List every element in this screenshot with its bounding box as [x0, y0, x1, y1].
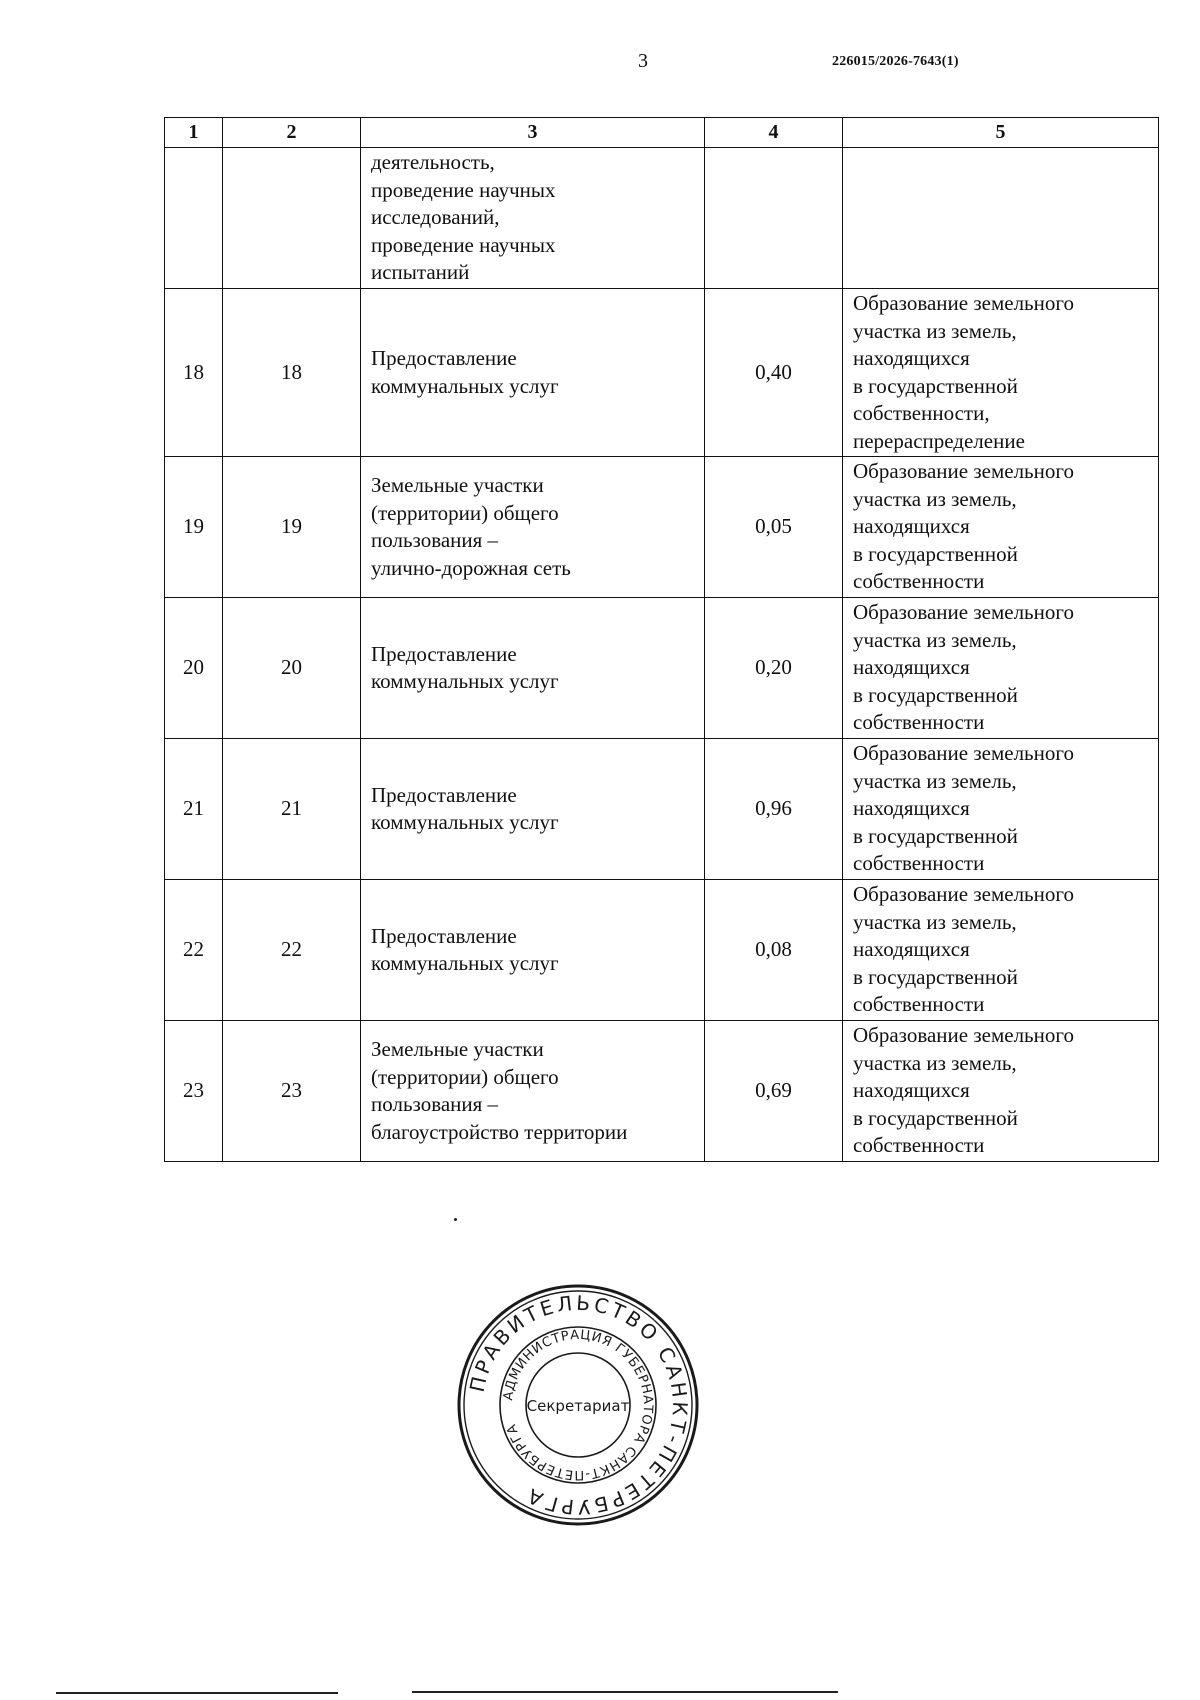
footer-rule-right	[412, 1691, 838, 1693]
page-number: 3	[638, 50, 648, 72]
cell-permitted-use	[361, 289, 705, 457]
cell-permitted-use	[361, 1021, 705, 1162]
cell-area: 0,20	[705, 598, 843, 739]
column-header-4: 4	[705, 118, 843, 148]
column-header-5: 5	[843, 118, 1159, 148]
permitted-use-text: Земельные участки (территории) общего пользования – благоустройство территории	[371, 1037, 628, 1144]
seal-inner-text: АДМИНИСТРАЦИЯ ГУБЕРНАТОРА САНКТ-ПЕТЕРБУРГА	[501, 1327, 656, 1483]
seal-graphic	[455, 1282, 701, 1528]
table-row	[165, 739, 1159, 880]
column-header-3: 3	[361, 118, 705, 148]
cell-note	[843, 457, 1159, 598]
cell-area: 0,05	[705, 457, 843, 598]
cell-number	[165, 148, 223, 289]
note-text: Образование земельного участка из земель, находящихся в государственной собственности	[853, 882, 1074, 1017]
land-plots-table	[164, 117, 1159, 1162]
table-row	[165, 289, 1159, 457]
cell-area: 0,96	[705, 739, 843, 880]
cell-number: 19	[165, 457, 223, 598]
cell-lot: 22	[223, 880, 361, 1021]
cell-number: 23	[165, 1021, 223, 1162]
cell-number: 21	[165, 739, 223, 880]
note-text: Образование земельного участка из земель, находящихся в государственной собственности	[853, 600, 1074, 735]
cell-note	[843, 598, 1159, 739]
cell-permitted-use	[361, 880, 705, 1021]
cell-note	[843, 739, 1159, 880]
column-header-2: 2	[223, 118, 361, 148]
cell-note	[843, 1021, 1159, 1162]
note-text: Образование земельного участка из земель, находящихся в государственной собственности	[853, 741, 1074, 876]
table-header-row	[165, 118, 1159, 148]
permitted-use-text: деятельность, проведение научных исследований, проведение научных испытаний	[371, 150, 556, 285]
cell-permitted-use	[361, 739, 705, 880]
cell-area: 0,69	[705, 1021, 843, 1162]
cell-permitted-use	[361, 457, 705, 598]
cell-permitted-use	[361, 148, 705, 289]
seal-center-text: Секретариат	[526, 1397, 630, 1415]
cell-lot: 19	[223, 457, 361, 598]
cell-number: 18	[165, 289, 223, 457]
cell-area: 0,40	[705, 289, 843, 457]
permitted-use-text: Предоставление коммунальных услуг	[371, 641, 559, 693]
cell-number: 22	[165, 880, 223, 1021]
cell-permitted-use	[361, 598, 705, 739]
official-seal	[455, 1282, 701, 1528]
cell-lot	[223, 148, 361, 289]
cell-lot: 23	[223, 1021, 361, 1162]
footer-rule-left	[56, 1692, 338, 1694]
cell-note	[843, 148, 1159, 289]
permitted-use-text: Предоставление коммунальных услуг	[371, 923, 559, 975]
note-text: Образование земельного участка из земель, находящихся в государственной собственности	[853, 459, 1074, 594]
table-row	[165, 1021, 1159, 1162]
column-header-1: 1	[165, 118, 223, 148]
permitted-use-text: Предоставление коммунальных услуг	[371, 346, 559, 398]
note-text: Образование земельного участка из земель, находящихся в государственной собственности, перераспределение	[853, 291, 1074, 453]
permitted-use-text: Земельные участки (территории) общего пользования – улично-дорожная сеть	[371, 473, 571, 580]
permitted-use-text: Предоставление коммунальных услуг	[371, 782, 559, 834]
stray-mark	[454, 1218, 457, 1221]
cell-area	[705, 148, 843, 289]
seal-outer-text: ПРАВИТЕЛЬСТВО САНКТ-ПЕТЕРБУРГА	[464, 1290, 693, 1520]
table-row-continuation	[165, 148, 1159, 289]
cell-note	[843, 289, 1159, 457]
table-row	[165, 457, 1159, 598]
cell-area: 0,08	[705, 880, 843, 1021]
table-row	[165, 880, 1159, 1021]
cell-note	[843, 880, 1159, 1021]
table-row	[165, 598, 1159, 739]
cell-lot: 20	[223, 598, 361, 739]
cell-lot: 21	[223, 739, 361, 880]
document-id: 226015/2026-7643(1)	[832, 54, 959, 69]
cell-number: 20	[165, 598, 223, 739]
note-text: Образование земельного участка из земель, находящихся в государственной собственности	[853, 1023, 1074, 1158]
cell-lot: 18	[223, 289, 361, 457]
